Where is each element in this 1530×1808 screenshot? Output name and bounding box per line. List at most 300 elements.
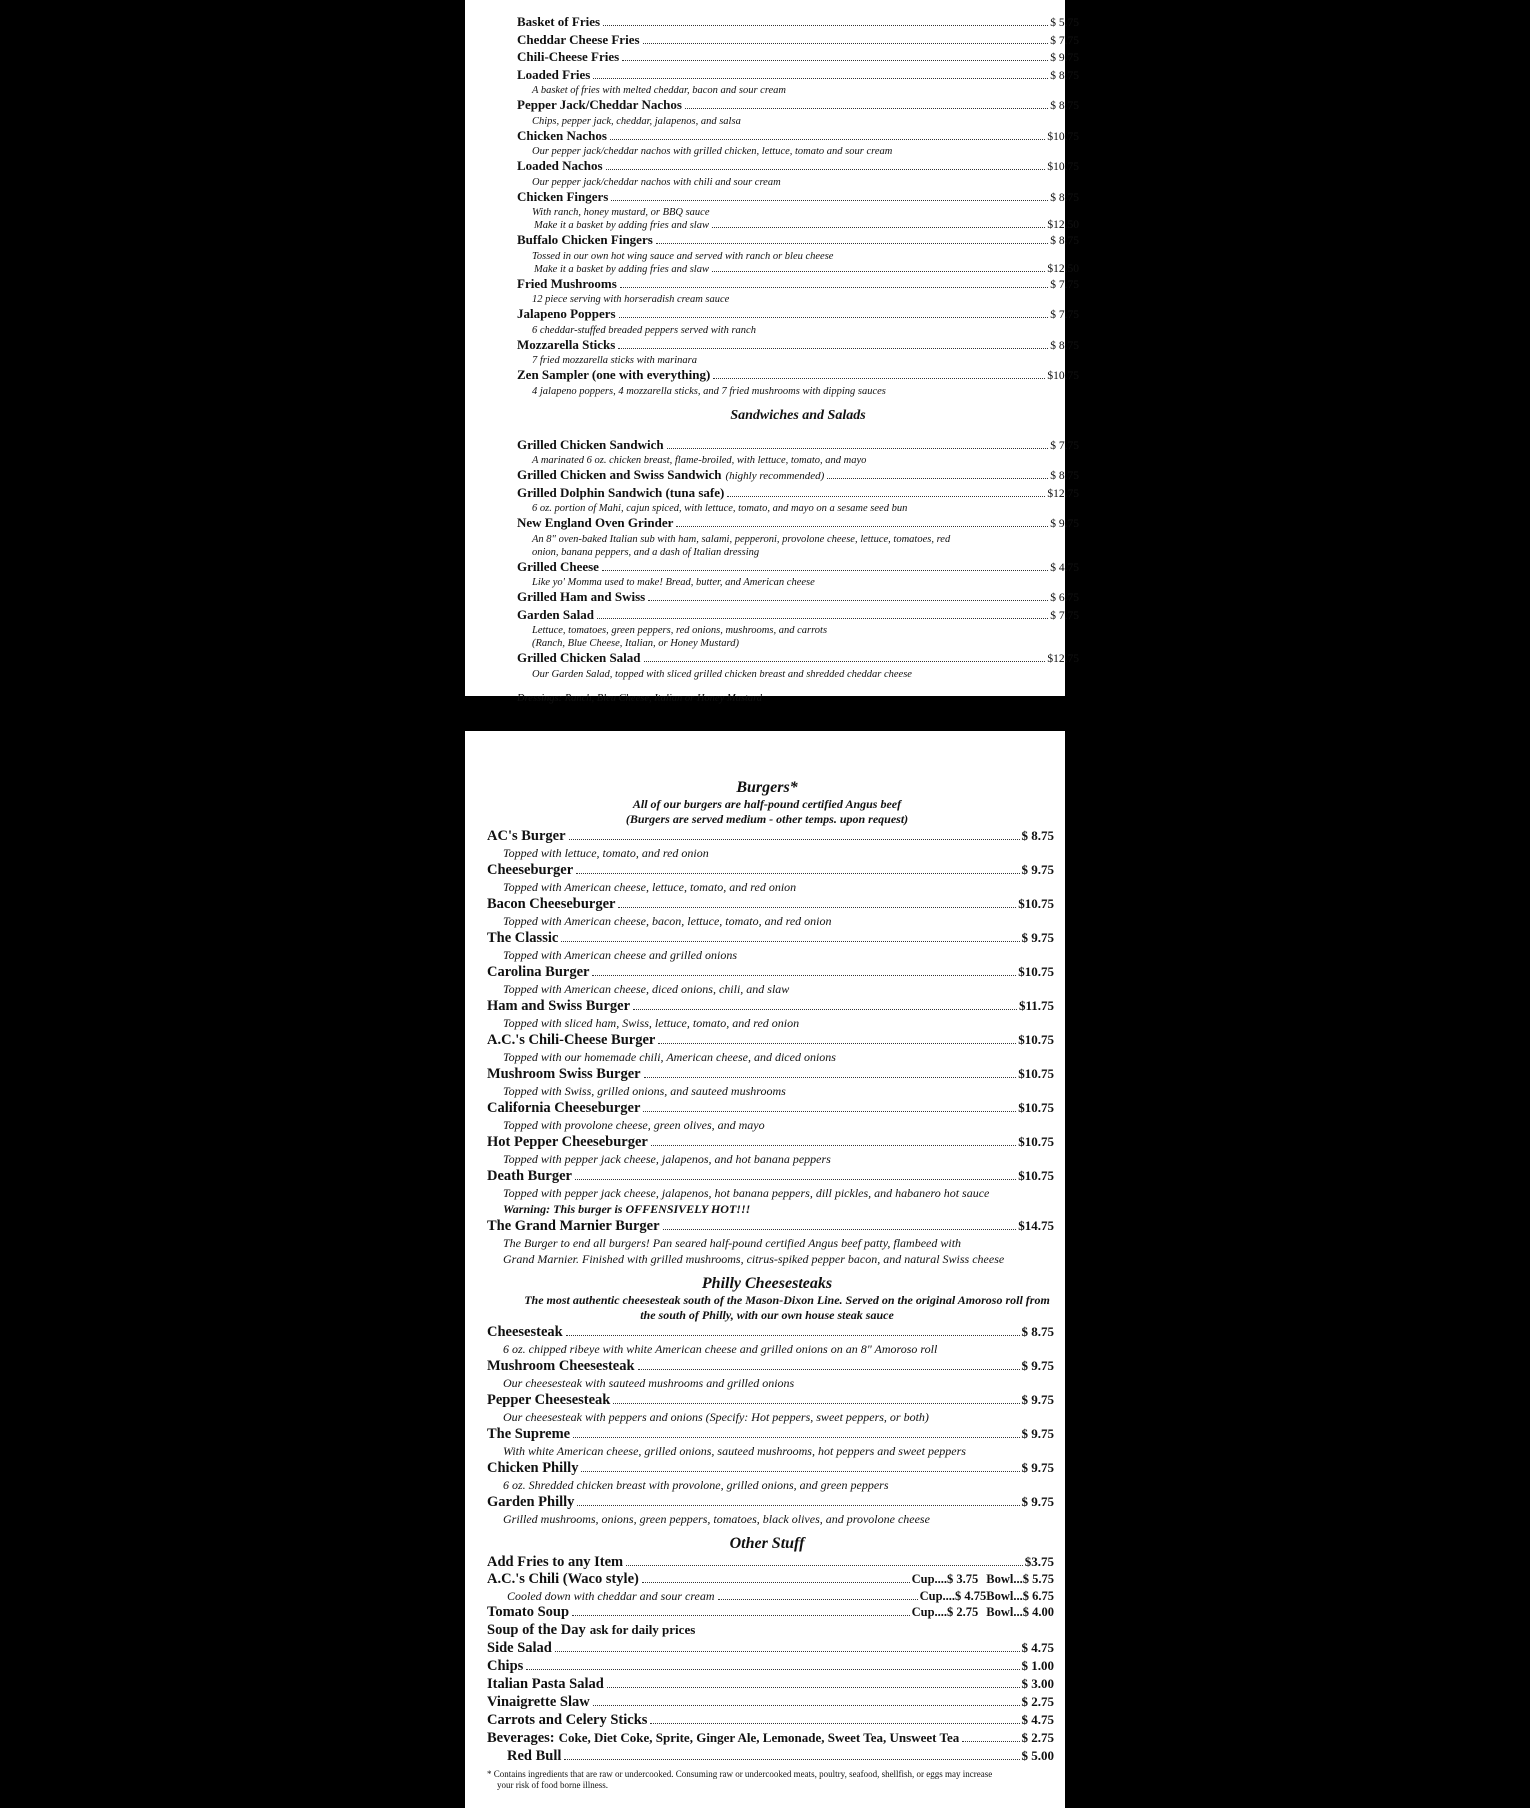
menu-item <box>487 1357 1087 1391</box>
item-description: 6 cheddar-stuffed breaded peppers served with ranch <box>532 324 756 336</box>
item-description: Topped with Swiss, grilled onions, and sauteed mushrooms <box>503 1084 786 1098</box>
item-description: Topped with American cheese, bacon, lettuce, tomato, and red onion <box>503 914 832 928</box>
menu-item <box>517 485 1079 516</box>
item-price: $11.75 <box>1018 998 1054 1013</box>
cup-price: Cup....$ 2.75 <box>911 1605 979 1619</box>
dot-leader <box>633 1009 1017 1010</box>
item-price: $ 8.75 <box>1050 69 1079 82</box>
menu-item-row <box>487 1604 1054 1621</box>
item-description: 6 oz. Shredded chicken breast with provolone, grilled onions, and green peppers <box>503 1478 889 1492</box>
dot-leader <box>644 1077 1017 1078</box>
item-name: Grilled Chicken Salad <box>517 650 641 665</box>
item-description: A basket of fries with melted cheddar, bacon and sour cream <box>532 85 787 96</box>
upgrade-text: Cooled down with cheddar and sour cream <box>507 1589 715 1603</box>
item-price: $ 2.75 <box>1021 1730 1054 1745</box>
item-description: Topped with our homemade chili, American cheese, and diced onions <box>503 1050 836 1064</box>
item-price: $10.75 <box>1018 1032 1054 1047</box>
item-name: Grilled Chicken and Swiss Sandwich <box>517 467 722 482</box>
dot-leader <box>667 448 1049 449</box>
item-price: $10.75 <box>1018 964 1054 979</box>
item-description: 6 oz. chipped ribeye with white American cheese and grilled onions on an 8" Amoroso roll <box>503 1342 938 1356</box>
item-price: $ 6.75 <box>1050 592 1079 604</box>
item-description: Our cheesesteak with peppers and onions (Specify: Hot peppers, sweet peppers, or both) <box>503 1410 929 1424</box>
item-list: Coke, Diet Coke, Sprite, Ginger Ale, Lemonade, Sweet Tea, Unsweet Tea <box>558 1730 960 1745</box>
menu-item <box>487 1167 1087 1217</box>
item-name: Cheddar Cheese Fries <box>517 31 640 47</box>
item-name: Chicken Nachos <box>517 127 607 143</box>
item-name: Italian Pasta Salad <box>487 1676 604 1692</box>
dressings-note: Dressings: Ranch, Bleu Cheese, Italian or Honey Mustard <box>517 692 763 704</box>
menu-item <box>487 1099 1087 1133</box>
item-price: $ 8.75 <box>1050 470 1079 482</box>
item-price: $3.75 <box>1024 1554 1054 1569</box>
item-price: $ 5.75 <box>1050 17 1079 29</box>
menu-item-row <box>517 467 1079 485</box>
footnote: * Contains ingredients that are raw or undercooked. Consuming raw or undercooked meats, poultry, seafood, shellfish, or eggs may increase <box>487 1769 993 1779</box>
menu-item-row <box>517 232 1079 250</box>
item-description: 12 piece serving with horseradish cream sauce <box>532 294 730 305</box>
menu-item <box>517 49 1079 67</box>
item-price: $ 9.75 <box>1021 930 1054 945</box>
menu-item-row <box>487 1459 1054 1477</box>
item-name: AC's Burger <box>487 828 566 844</box>
dot-leader <box>651 1145 1016 1146</box>
item-price: $ 9.75 <box>1021 1392 1054 1407</box>
menu-item-row <box>487 1747 1054 1765</box>
item-price: $ 5.00 <box>1021 1748 1054 1763</box>
menu-item <box>487 1065 1087 1099</box>
cup-price: Cup....$ 3.75 <box>911 1572 979 1586</box>
item-price: $ 4.75 <box>1021 1712 1054 1727</box>
item-name: Basket of Fries <box>517 14 601 29</box>
menu-item-row <box>517 589 1079 607</box>
item-description: Tossed in our own hot wing sauce and served with ranch or bleu cheese <box>532 250 834 262</box>
dot-leader <box>712 271 1045 272</box>
item-name: Mozzarella Sticks <box>517 336 616 352</box>
menu-item-row <box>517 650 1079 668</box>
item-name: Garden Philly <box>487 1494 575 1510</box>
item-name: Carrots and Celery Sticks <box>487 1712 648 1728</box>
item-name: Grilled Chicken Sandwich <box>517 436 664 452</box>
dot-leader <box>962 1741 1019 1742</box>
item-price: $10.75 <box>1018 1066 1054 1081</box>
item-price: $ 8.75 <box>1050 235 1079 247</box>
menu-item-row <box>487 1133 1054 1151</box>
dot-leader <box>575 1179 1016 1180</box>
item-description: Our pepper jack/cheddar nachos with chili and sour cream <box>532 176 781 188</box>
item-name: Pepper Jack/Cheddar Nachos <box>517 97 682 112</box>
menu-item-row <box>487 1099 1054 1117</box>
dot-leader <box>685 108 1048 109</box>
section-title: Sandwiches and Salads <box>730 407 866 423</box>
item-name: Garden Salad <box>517 606 594 622</box>
item-description: 6 oz. portion of Mahi, cajun spiced, with lettuce, tomato, and mayo on a sesame seed bun <box>532 503 908 514</box>
menu-item-row <box>487 1711 1054 1729</box>
dot-leader <box>622 60 1048 61</box>
item-description: Grilled mushrooms, onions, green peppers, tomatoes, black olives, and provolone cheese <box>503 1512 930 1526</box>
item-name: Death Burger <box>487 1168 572 1184</box>
menu-item-row <box>487 895 1054 913</box>
item-price: $ 7.75 <box>1050 34 1079 47</box>
menu-item <box>487 963 1087 997</box>
item-upgrade-row <box>517 219 1079 232</box>
item-name: The Classic <box>487 930 559 946</box>
item-price: $ 9.75 <box>1050 518 1079 530</box>
item-description: Topped with American cheese, lettuce, tomato, and red onion <box>503 880 797 894</box>
section-title: Other Stuff <box>729 1535 805 1552</box>
item-price: $ 9.75 <box>1021 1358 1054 1373</box>
dot-leader <box>561 941 1019 942</box>
item-name: Mushroom Cheesesteak <box>487 1358 635 1374</box>
bowl-price: Bowl...$ 6.75 <box>986 1589 1054 1603</box>
menu-item-row <box>487 1693 1054 1711</box>
menu-item-row <box>487 1357 1054 1375</box>
item-description: A marinated 6 oz. chicken breast, flame-broiled, with lettuce, tomato, and mayo <box>532 455 867 466</box>
dot-leader <box>566 1335 1020 1336</box>
menu-item-row <box>487 1675 1054 1693</box>
item-description: Lettuce, tomatoes, green peppers, red onions, mushrooms, and carrots <box>532 625 828 636</box>
menu-item <box>517 607 1079 651</box>
burgers-content <box>487 779 1087 1791</box>
item-name: Add Fries to any Item <box>487 1554 624 1570</box>
item-description: Our pepper jack/cheddar nachos with grilled chicken, lettuce, tomato and sour cream <box>532 146 893 157</box>
dot-leader <box>619 317 1049 318</box>
item-description: With white American cheese, grilled onions, sauteed mushrooms, hot peppers and sweet peppers <box>503 1444 966 1458</box>
item-price: $ 9.75 <box>1021 1494 1054 1509</box>
menu-item-row <box>487 1323 1054 1341</box>
item-price: $ 8.75 <box>1021 828 1054 843</box>
dot-leader <box>607 1687 1020 1688</box>
item-name: Fried Mushrooms <box>517 275 617 291</box>
menu-item-row <box>517 437 1079 455</box>
item-description: Topped with sliced ham, Swiss, lettuce, tomato, and red onion <box>503 1016 800 1030</box>
menu-item <box>517 128 1079 159</box>
item-price: $10.75 <box>1047 130 1079 143</box>
item-description: Like yo' Momma used to make! Bread, butter, and American cheese <box>532 577 815 588</box>
item-name: Bacon Cheeseburger <box>487 896 616 912</box>
item-name: Grilled Ham and Swiss <box>517 589 646 604</box>
menu-item-row <box>487 963 1054 981</box>
item-description: 4 jalapeno poppers, 4 mozzarella sticks, and 7 fried mushrooms with dipping sauces <box>532 385 886 397</box>
dot-leader <box>602 570 1048 571</box>
cup-price: Cup....$ 4.75 <box>919 1589 987 1603</box>
menu-item <box>487 861 1087 895</box>
menu-item-row <box>487 861 1054 879</box>
dot-leader <box>642 1582 910 1583</box>
item-price: $ 9.75 <box>1050 52 1079 64</box>
dot-leader <box>656 243 1048 244</box>
item-name: Vinaigrette Slaw <box>487 1694 590 1710</box>
item-description: Topped with American cheese, diced onions, chili, and slaw <box>503 982 790 996</box>
dot-leader <box>581 1471 1019 1472</box>
dot-leader <box>663 1229 1017 1230</box>
item-description: Grand Marnier. Finished with grilled mushrooms, citrus-spiked pepper bacon, and natural Swiss cheese <box>503 1252 1005 1266</box>
menu-item-row <box>487 1391 1054 1409</box>
menu-item-row <box>487 1217 1054 1235</box>
dot-leader <box>572 1615 910 1616</box>
item-name: Grilled Dolphin Sandwich (tuna safe) <box>517 484 725 500</box>
item-name: New England Oven Grinder <box>517 515 674 530</box>
dot-leader <box>564 1759 1019 1760</box>
bowl-price: Bowl...$ 5.75 <box>986 1572 1054 1586</box>
item-description: Topped with American cheese and grilled onions <box>503 948 737 962</box>
menu-page-burgers <box>465 731 1065 1808</box>
item-name: Chips <box>487 1658 524 1674</box>
menu-item-row <box>517 158 1079 176</box>
menu-item-row <box>487 1621 1054 1639</box>
item-price: $ 8.75 <box>1050 191 1079 204</box>
section-title: Philly Cheesesteaks <box>701 1275 833 1292</box>
item-price: $ 9.75 <box>1021 862 1054 877</box>
section-title: Burgers* <box>736 779 798 796</box>
item-note: (highly recommended) <box>725 470 825 482</box>
menu-page-appetizers <box>465 0 1079 704</box>
menu-item-row <box>517 559 1079 577</box>
item-name: Mushroom Swiss Burger <box>487 1066 641 1082</box>
menu-item <box>517 515 1079 559</box>
item-price: $ 7.75 <box>1050 439 1079 452</box>
item-name: Buffalo Chicken Fingers <box>517 232 653 247</box>
menu-item <box>517 306 1079 337</box>
dot-leader <box>611 200 1048 201</box>
item-name: Side Salad <box>487 1640 552 1656</box>
item-name: Cheesesteak <box>487 1324 563 1340</box>
menu-item <box>487 895 1087 929</box>
dot-leader <box>613 1403 1019 1404</box>
dot-leader <box>676 526 1048 527</box>
dot-leader <box>638 1369 1020 1370</box>
dot-leader <box>606 169 1046 170</box>
menu-item <box>487 1493 1087 1527</box>
item-upgrade-row <box>487 1588 1054 1604</box>
menu-item-row <box>487 1031 1054 1049</box>
section-subtitle: All of our burgers are half-pound certified Angus beef <box>632 797 902 811</box>
item-price: $ 4.75 <box>1021 1640 1054 1655</box>
menu-item <box>487 1133 1087 1167</box>
dot-leader <box>593 1705 1020 1706</box>
menu-item <box>517 559 1079 590</box>
menu-item-row <box>487 1065 1054 1083</box>
item-name: Jalapeno Poppers <box>517 306 616 321</box>
item-name: Beverages: <box>487 1730 555 1746</box>
dot-leader <box>526 1669 1019 1670</box>
item-name: Chicken Fingers <box>517 188 609 204</box>
menu-item <box>517 158 1079 189</box>
menu-item-row <box>487 1493 1054 1511</box>
dot-leader <box>603 25 1048 26</box>
dot-leader <box>593 78 1048 79</box>
dot-leader <box>555 1651 1020 1652</box>
menu-item <box>517 650 1079 681</box>
dot-leader <box>618 348 1048 349</box>
menu-item-row <box>517 128 1079 146</box>
item-description: Our cheesesteak with sauteed mushrooms and grilled onions <box>503 1376 795 1390</box>
item-description: The Burger to end all burgers! Pan seared half-pound certified Angus beef patty, flambeed with <box>503 1236 962 1250</box>
section-subtitle: The most authentic cheesesteak south of the Mason-Dixon Line. Served on the original Amoroso roll from <box>524 1293 1050 1307</box>
dot-leader <box>610 139 1045 140</box>
item-price: $10.75 <box>1018 1168 1054 1183</box>
item-name: Chicken Philly <box>487 1460 579 1476</box>
item-name: A.C.'s Chili (Waco style) <box>487 1571 639 1587</box>
menu-item <box>517 437 1079 468</box>
item-name: Carolina Burger <box>487 964 590 980</box>
menu-item-row <box>487 827 1054 845</box>
dot-leader <box>576 873 1019 874</box>
menu-item <box>517 189 1079 233</box>
menu-item <box>517 467 1079 485</box>
item-price: $ 7.75 <box>1050 309 1079 321</box>
item-name: The Supreme <box>487 1426 571 1442</box>
menu-item-row <box>517 306 1079 324</box>
item-price: $10.75 <box>1047 161 1079 173</box>
item-description: onion, banana peppers, and a dash of Italian dressing <box>532 546 760 558</box>
menu-item-row <box>487 997 1054 1015</box>
spacer <box>487 1267 1087 1275</box>
menu-item <box>517 276 1079 307</box>
item-description: Topped with pepper jack cheese, jalapenos, hot banana peppers, dill pickles, and habanero hot sauce <box>503 1186 990 1200</box>
item-price: $ 9.75 <box>1021 1460 1054 1475</box>
menu-item-row <box>487 1425 1054 1443</box>
menu-item-row <box>487 1571 1054 1588</box>
item-name: Zen Sampler (one with everything) <box>517 367 711 382</box>
item-name: Loaded Nachos <box>517 158 603 173</box>
menu-item-row <box>517 49 1079 67</box>
item-description: Our Garden Salad, topped with sliced grilled chicken breast and shredded cheddar cheese <box>532 668 912 680</box>
menu-item-row <box>487 1639 1054 1657</box>
item-note: ask for daily prices <box>589 1622 696 1637</box>
menu-item-row <box>517 367 1079 385</box>
item-price: $ 1.00 <box>1021 1658 1054 1673</box>
item-description: Chips, pepper jack, cheddar, jalapenos, and salsa <box>532 115 741 127</box>
dot-leader <box>648 600 1048 601</box>
item-price: $ 9.75 <box>1021 1426 1054 1441</box>
dot-leader <box>658 1043 1016 1044</box>
item-name: Cheeseburger <box>487 862 574 878</box>
dot-leader <box>718 1599 918 1600</box>
item-price: $ 7.75 <box>1050 609 1079 622</box>
menu-item <box>487 997 1087 1031</box>
dot-leader <box>569 839 1020 840</box>
item-description: (Ranch, Blue Cheese, Italian, or Honey Mustard) <box>532 638 739 649</box>
menu-item <box>517 367 1079 398</box>
dot-leader <box>827 478 1048 479</box>
menu-item-row <box>517 97 1079 115</box>
item-name: Grilled Cheese <box>517 558 599 574</box>
dot-leader <box>592 975 1016 976</box>
menu-item <box>487 827 1087 861</box>
menu-item <box>487 1031 1087 1065</box>
item-name: Chili-Cheese Fries <box>517 49 620 64</box>
item-description: With ranch, honey mustard, or BBQ sauce <box>532 207 710 218</box>
dot-leader <box>597 618 1048 619</box>
item-name: California Cheeseburger <box>487 1100 641 1116</box>
footnote: your risk of food borne illness. <box>497 1780 608 1790</box>
menu-item <box>517 589 1079 607</box>
dot-leader <box>650 1723 1019 1724</box>
upgrade-text: Make it a basket by adding fries and slaw <box>534 220 709 231</box>
menu-item <box>487 929 1087 963</box>
menu-item-row <box>517 515 1079 533</box>
item-name: A.C.'s Chili-Cheese Burger <box>487 1032 656 1048</box>
item-price: $ 8.75 <box>1050 339 1079 352</box>
item-name: Tomato Soup <box>487 1604 570 1620</box>
menu-item <box>517 232 1079 276</box>
menu-item <box>487 1323 1087 1357</box>
menu-item <box>487 1217 1087 1267</box>
item-description: Topped with pepper jack cheese, jalapenos, and hot banana peppers <box>503 1152 831 1166</box>
dot-leader <box>643 1111 1016 1112</box>
section-subtitle: (Burgers are served medium - other temps. upon request) <box>625 812 909 826</box>
appetizers-content <box>517 14 1079 704</box>
item-name: Soup of the Day <box>487 1622 586 1638</box>
item-price: $10.75 <box>1018 1134 1054 1149</box>
menu-item-row <box>517 32 1079 50</box>
section-subtitle: the south of Philly, with our own house steak sauce <box>640 1308 894 1322</box>
dot-leader <box>643 43 1049 44</box>
item-name: Red Bull <box>507 1748 562 1764</box>
menu-item-row <box>487 1729 1054 1747</box>
item-price: $12.75 <box>1047 653 1079 665</box>
item-name: Loaded Fries <box>517 66 591 82</box>
menu-item <box>517 14 1079 32</box>
dot-leader <box>644 661 1046 662</box>
menu-item <box>517 67 1079 98</box>
item-description: An 8" oven-baked Italian sub with ham, salami, pepperoni, provolone cheese, lettuce, tomatoes, red <box>532 533 951 545</box>
dot-leader <box>712 227 1045 228</box>
menu-item <box>517 97 1079 128</box>
menu-item-row <box>517 485 1079 503</box>
menu-item <box>487 1459 1087 1493</box>
spacer <box>487 1527 1087 1535</box>
item-price: $10.75 <box>1047 370 1079 382</box>
dot-leader <box>618 907 1016 908</box>
upgrade-price: $12.50 <box>1047 219 1079 231</box>
dot-leader <box>626 1565 1023 1566</box>
item-name: Ham and Swiss Burger <box>487 998 631 1014</box>
dot-leader <box>577 1505 1019 1506</box>
menu-item <box>517 337 1079 368</box>
dot-leader <box>727 496 1045 497</box>
item-name: Pepper Cheesesteak <box>487 1392 611 1408</box>
item-name: The Grand Marnier Burger <box>487 1218 660 1234</box>
item-description: 7 fried mozzarella sticks with marinara <box>532 355 697 366</box>
upgrade-text: Make it a basket by adding fries and slaw <box>534 263 709 275</box>
item-price: $ 2.75 <box>1021 1694 1054 1709</box>
item-price: $14.75 <box>1018 1218 1054 1233</box>
menu-item-row <box>517 337 1079 355</box>
bowl-price: Bowl...$ 4.00 <box>986 1605 1054 1619</box>
dot-leader <box>573 1437 1019 1438</box>
item-price: $ 8.75 <box>1021 1324 1054 1339</box>
item-price: $ 3.00 <box>1021 1676 1054 1691</box>
dot-leader <box>713 378 1045 379</box>
menu-item-row <box>517 607 1079 625</box>
item-price: $ 7.75 <box>1050 278 1079 291</box>
menu-item-row <box>517 189 1079 207</box>
dot-leader <box>620 287 1048 288</box>
item-price: $ 8.75 <box>1050 100 1079 112</box>
menu-item-row <box>517 276 1079 294</box>
menu-item-row <box>487 1167 1054 1185</box>
menu-item-row <box>517 67 1079 85</box>
item-price: $12.75 <box>1047 487 1079 500</box>
upgrade-price: $12.50 <box>1047 262 1079 275</box>
item-warning: Warning: This burger is OFFENSIVELY HOT!!! <box>503 1202 751 1216</box>
item-name: Hot Pepper Cheeseburger <box>487 1134 648 1150</box>
item-price: $10.75 <box>1018 1100 1054 1115</box>
item-description: Topped with lettuce, tomato, and red onion <box>503 846 709 860</box>
menu-item <box>487 1425 1087 1459</box>
